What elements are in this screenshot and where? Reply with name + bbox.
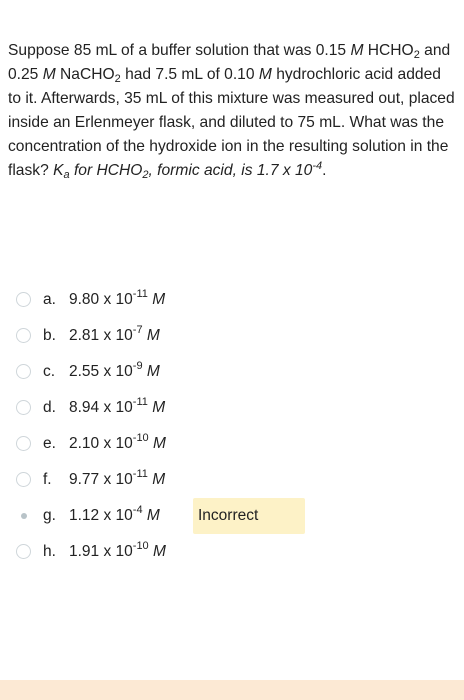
radio-button[interactable]: [16, 472, 31, 487]
option-exponent: -4: [132, 504, 143, 516]
option-mantissa: 2.55 x 10: [69, 363, 133, 380]
option-exponent: -11: [132, 468, 148, 480]
molar-unit: M: [258, 66, 272, 83]
answer-option-b[interactable]: [16, 321, 456, 357]
option-mantissa: 2.81 x 10: [69, 327, 133, 344]
option-mantissa: 1.12 x 10: [69, 507, 133, 524]
answer-option-f[interactable]: [16, 465, 456, 501]
option-exponent: -10: [132, 540, 149, 552]
option-letter: a.: [43, 291, 56, 308]
option-mantissa: 2.10 x 10: [69, 435, 133, 452]
subscript: 2: [114, 73, 121, 85]
option-value: [69, 540, 166, 561]
answer-option-d[interactable]: [16, 393, 456, 429]
option-value: [69, 324, 160, 345]
option-unit: M: [146, 507, 160, 524]
option-exponent: -7: [132, 324, 143, 336]
option-mantissa: 9.77 x 10: [69, 471, 133, 488]
subscript: 2: [413, 49, 420, 61]
question-text-part: HCHO: [363, 42, 414, 59]
option-unit: M: [153, 543, 166, 560]
question-text-part: Suppose 85 mL of a buffer solution that was 0.15: [8, 42, 351, 59]
option-unit: M: [152, 471, 166, 488]
radio-button[interactable]: [16, 400, 31, 415]
radio-button[interactable]: [16, 292, 31, 307]
option-unit: M: [153, 435, 166, 452]
molar-unit: M: [42, 66, 56, 83]
answer-option-c[interactable]: [16, 357, 456, 393]
option-letter: c.: [43, 363, 56, 380]
question-text-part: and 0.25: [8, 42, 451, 83]
option-letter: b.: [43, 327, 56, 344]
question-text-part: had 7.5 mL of 0.10: [120, 66, 259, 83]
option-value: [69, 504, 160, 525]
answer-options: [16, 285, 456, 573]
option-mantissa: 9.80 x 10: [69, 291, 133, 308]
option-letter: e.: [43, 435, 56, 452]
radio-button[interactable]: [16, 328, 31, 343]
option-value: [69, 288, 166, 309]
answer-option-g[interactable]: [16, 501, 456, 537]
option-letter: h.: [43, 543, 56, 560]
radio-button[interactable]: [16, 544, 31, 559]
bottom-bar: [0, 680, 464, 700]
option-letter: f.: [43, 471, 52, 488]
option-unit: M: [146, 327, 160, 344]
question-text: [8, 39, 458, 183]
option-exponent: -11: [132, 396, 148, 408]
option-value: [69, 468, 166, 489]
subscript: 2: [142, 169, 149, 181]
option-letter: d.: [43, 399, 56, 416]
option-exponent: -11: [132, 288, 148, 300]
radio-button-selected[interactable]: [21, 513, 27, 519]
divider: [0, 668, 464, 680]
option-mantissa: 1.91 x 10: [69, 543, 133, 560]
answer-option-a[interactable]: [16, 285, 456, 321]
option-value: [69, 360, 160, 381]
option-unit: M: [152, 399, 166, 416]
option-value: [69, 396, 166, 417]
answer-option-h[interactable]: [16, 537, 456, 573]
question-text-part: for HCHO: [69, 162, 143, 179]
answer-option-e[interactable]: [16, 429, 456, 465]
feedback-label: Incorrect: [198, 507, 259, 524]
option-exponent: -9: [132, 360, 143, 372]
molar-unit: M: [350, 42, 364, 59]
question-text-part: NaCHO: [55, 66, 115, 83]
option-mantissa: 8.94 x 10: [69, 399, 133, 416]
option-exponent: -10: [132, 432, 149, 444]
radio-button[interactable]: [16, 364, 31, 379]
superscript: -4: [312, 160, 323, 172]
option-letter: g.: [43, 507, 56, 524]
radio-button[interactable]: [16, 436, 31, 451]
option-unit: M: [146, 363, 160, 380]
subscript: a: [63, 169, 70, 181]
question-text-part: hydrochloric acid added to it. Afterwards, 35 mL of this mixture was measured out, placed inside an Erlenmeyer flask, and diluted to 75 mL. What was the concentration of the hydroxide ion in the resulting solution in the flask?: [8, 66, 455, 179]
feedback-badge: [193, 498, 305, 534]
question-text-part: .: [322, 162, 327, 179]
option-value: [69, 432, 166, 453]
option-unit: M: [152, 291, 166, 308]
ka-symbol: K: [53, 162, 64, 179]
question-text-part: , formic acid, is 1.7 x 10: [148, 162, 313, 179]
